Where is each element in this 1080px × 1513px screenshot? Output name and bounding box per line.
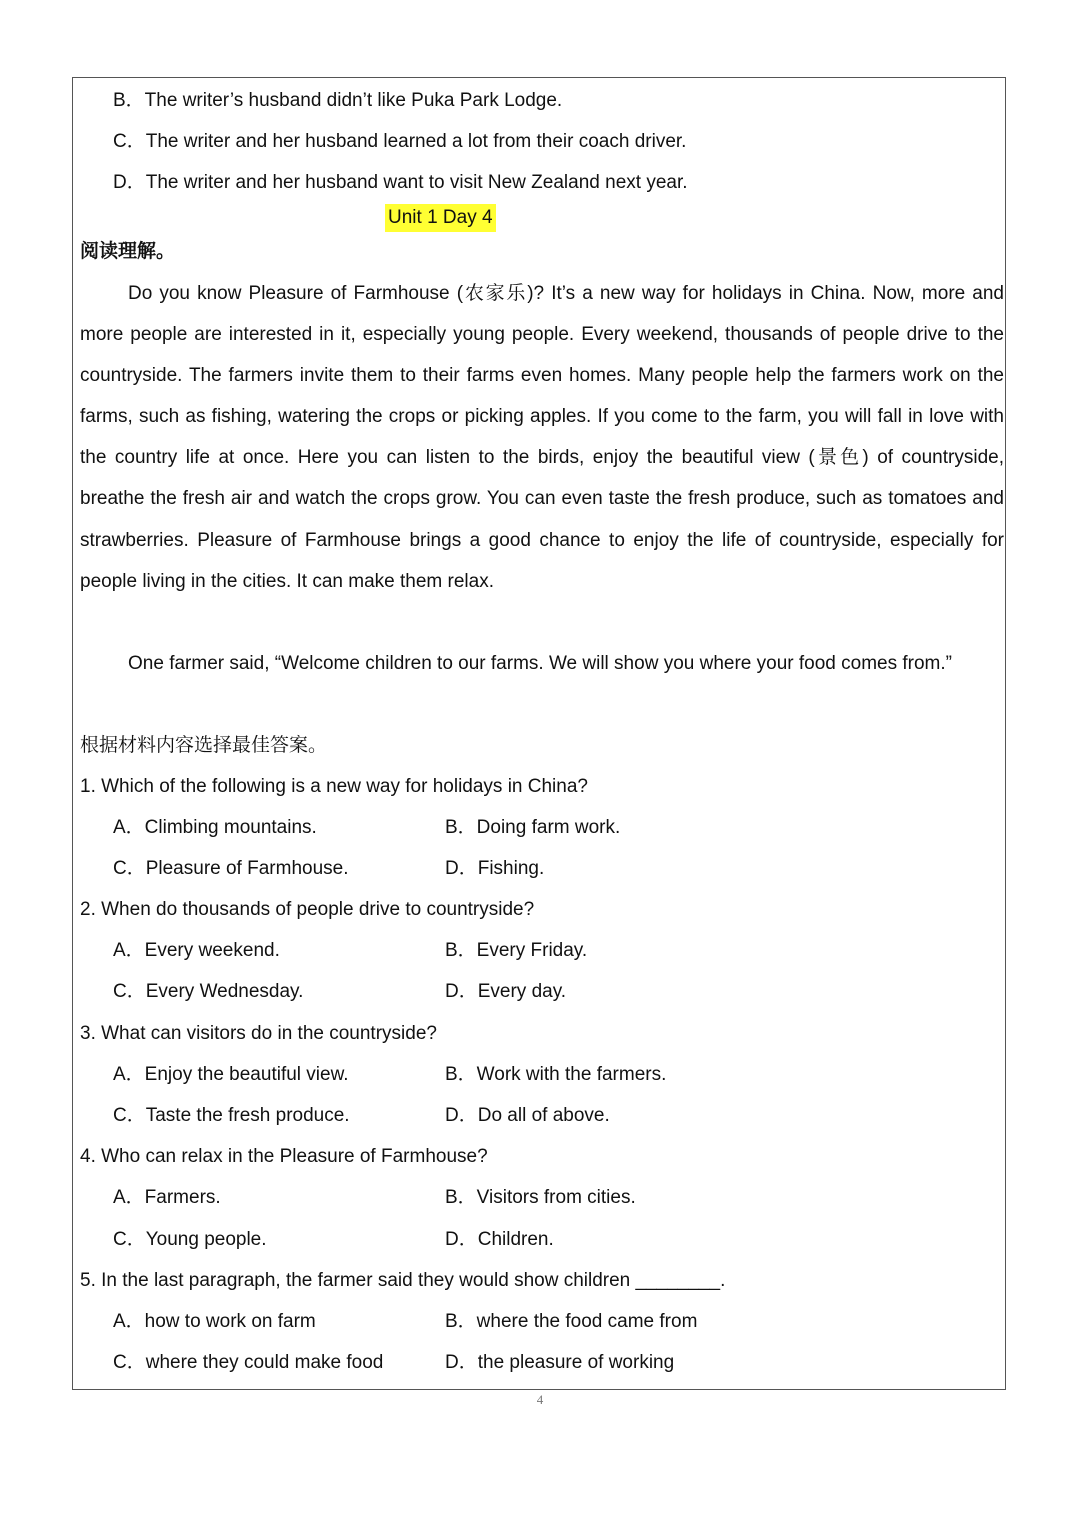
q3-option-c: C．Taste the fresh produce. — [113, 1105, 350, 1126]
prev-option-b: B．The writer’s husband didn’t like Puka Park Lodge. — [113, 90, 563, 111]
passage-text-2: One farmer said, “Welcome children to our farms. We will show you where your food comes from.” — [128, 653, 952, 674]
passage-paragraph-1 — [80, 273, 1004, 602]
q4-option-d: D．Children. — [445, 1229, 554, 1250]
prev-option-d: D．The writer and her husband want to visit New Zealand next year. — [113, 172, 688, 193]
passage-text-1: Do you know Pleasure of Farmhouse (农家乐)? It’s a new way for holidays in China. Now, more and more people are interested in it, especially young people. Every weekend, thousands of people drive to the countryside. The farmers invite them to their farms even homes. Many people help the farmers work on the farms, such as fishing, watering the crops or picking apples. If you come to the farm, you will fall in love with the country life at once. Here you can listen to the birds, enjoy the beautiful view (景色) of countryside, breathe the fresh air and watch the crops grow. You can even taste the fresh produce, such as tomatoes and strawberries. Pleasure of Farmhouse brings a good chance to enjoy the life of countryside, especially for people living in the cities. It can make them relax. — [80, 283, 1004, 592]
q2-option-a: A．Every weekend. — [113, 940, 280, 961]
q4-option-a: A．Farmers. — [113, 1187, 221, 1208]
q5-option-b: B．where the food came from — [445, 1311, 698, 1332]
q2-option-c: C．Every Wednesday. — [113, 981, 304, 1002]
question-stem-1: 1. Which of the following is a new way for holidays in China? — [80, 776, 588, 797]
instruction: 根据材料内容选择最佳答案。 — [80, 735, 328, 756]
question-stem-4: 4. Who can relax in the Pleasure of Farmhouse? — [80, 1146, 488, 1167]
q2-option-b: B．Every Friday. — [445, 940, 588, 961]
page-number: 4 — [536, 1392, 544, 1407]
question-stem-5: 5. In the last paragraph, the farmer said they would show children ________. — [80, 1270, 726, 1291]
q2-option-d: D．Every day. — [445, 981, 567, 1002]
q5-option-c: C．where they could make food — [113, 1352, 384, 1373]
q5-option-a: A．how to work on farm — [113, 1311, 316, 1332]
question-stem-3: 3. What can visitors do in the countryside? — [80, 1023, 437, 1044]
q1-option-d: D．Fishing. — [445, 858, 545, 879]
q3-option-a: A．Enjoy the beautiful view. — [113, 1064, 349, 1085]
question-stem-2: 2. When do thousands of people drive to countryside? — [80, 899, 535, 920]
unit-title: Unit 1 Day 4 — [385, 204, 496, 232]
q4-option-b: B．Visitors from cities. — [445, 1187, 636, 1208]
q3-option-b: B．Work with the farmers. — [445, 1064, 667, 1085]
prev-option-c: C．The writer and her husband learned a lot from their coach driver. — [113, 131, 687, 152]
q1-option-c: C．Pleasure of Farmhouse. — [113, 858, 349, 879]
passage-paragraph-2 — [80, 643, 1004, 684]
q5-option-d: D．the pleasure of working — [445, 1352, 675, 1373]
q4-option-c: C．Young people. — [113, 1229, 267, 1250]
q3-option-d: D．Do all of above. — [445, 1105, 610, 1126]
q1-option-b: B．Doing farm work. — [445, 817, 621, 838]
q1-option-a: A．Climbing mountains. — [113, 817, 317, 838]
section-heading: 阅读理解。 — [80, 241, 176, 262]
